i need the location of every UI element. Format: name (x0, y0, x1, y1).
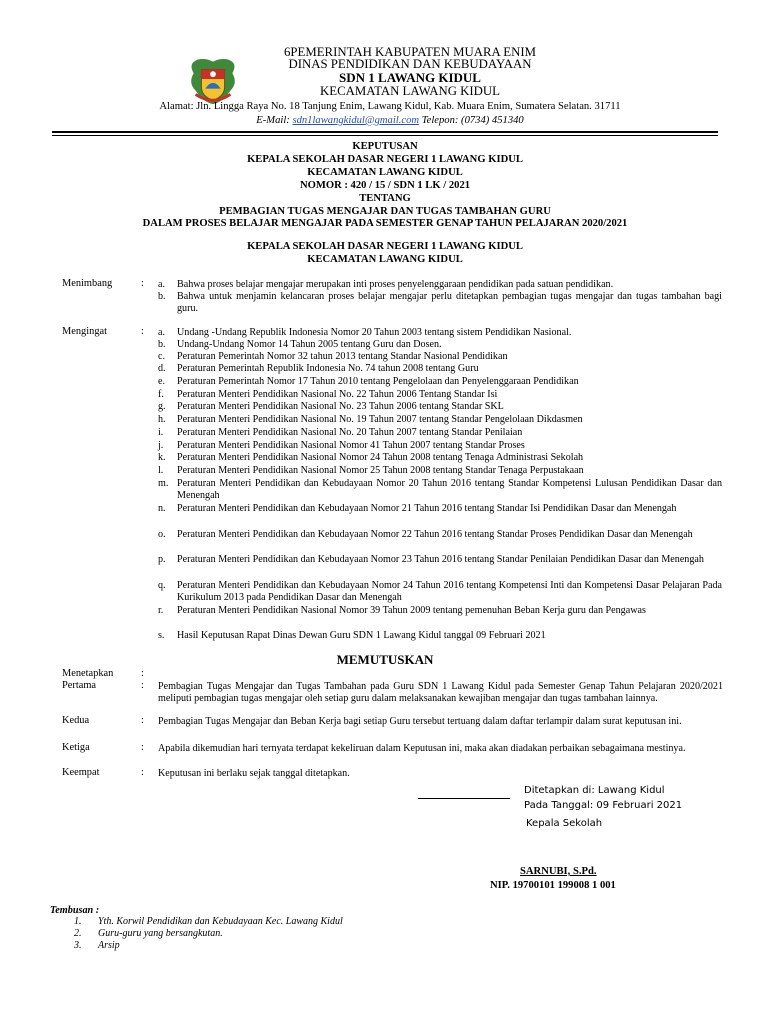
list-marker: c. (158, 351, 166, 362)
signatory-name: SARNUBI, S.Pd. (520, 866, 597, 877)
list-text: Peraturan Menteri Pendidikan Nasional No. 20 Tahun 2007 tentang Standar Penilaian (177, 427, 523, 438)
list-marker: e. (158, 376, 166, 387)
signature-place: Ditetapkan di: Lawang Kidul (524, 785, 665, 796)
menimbang-label: Menimbang (62, 278, 113, 289)
list-text: Peraturan Menteri Pendidikan dan Kebudayaan Nomor 21 Tahun 2016 tentang Standar Isi Pendidikan Dasar dan Menengah (177, 503, 677, 514)
list-text: Peraturan Menteri Pendidikan Nasional Nomor 24 Tahun 2008 tentang Tenaga Administrasi Sekolah (177, 452, 584, 463)
list-text: Peraturan Pemerintah Republik Indonesia No. 74 tahun 2008 tentang Guru (177, 363, 479, 374)
tembusan-item: 3. Arsip (74, 940, 120, 951)
list-marker: k. (158, 452, 166, 463)
decision-colon: : (141, 715, 144, 726)
memutuskan-heading: MEMUTUSKAN (336, 652, 434, 667)
list-text: Peraturan Menteri Pendidikan dan Kebudayaan Nomor 22 Tahun 2016 tentang Standar Proses Pendidikan Dasar dan Menengah (177, 529, 693, 540)
decision-colon: : (141, 668, 144, 679)
doc-subject-1: PEMBAGIAN TUGAS MENGAJAR DAN TUGAS TAMBAHAN GURU (219, 206, 551, 217)
signature-date: Pada Tanggal: 09 Februari 2021 (524, 800, 683, 811)
decision-text-pertama: Pembagian Tugas Mengajar dan Tugas Tambahan pada Guru SDN 1 Lawang Kidul pada Semester Genap Tahun Pelajaran 2020/2021 meliputi pembagian tugas mengajar oleh setiap guru dalam melaksanakan kewajiban mengajar dan tugas tambahan lainnya. (158, 681, 723, 704)
decision-colon: : (141, 680, 144, 691)
list-marker: s. (158, 630, 165, 641)
doc-authority-2: KECAMATAN LAWANG KIDUL (307, 254, 463, 265)
list-text: Peraturan Menteri Pendidikan Nasional No. 19 Tahun 2007 tentang Standar Pengelolaan Dikdasmen (177, 414, 583, 425)
doc-subject-2: DALAM PROSES BELAJAR MENGAJAR PADA SEMESTER GENAP TAHUN PELAJARAN 2020/2021 (142, 218, 628, 229)
email-link[interactable]: sdn1lawangkidul@gmail.com (292, 115, 420, 126)
doc-title: KEPUTUSAN (352, 141, 418, 152)
decision-text-keempat: Keputusan ini berlaku sejak tanggal ditetapkan. (158, 768, 350, 779)
header-line-government: 6PEMERINTAH KABUPATEN MUARA ENIM (284, 45, 536, 59)
list-text: Peraturan Menteri Pendidikan dan Kebudayaan Nomor 23 Tahun 2016 tentang Standar Penilaian Pendidikan Dasar dan Menengah (177, 554, 704, 565)
decision-colon: : (141, 767, 144, 778)
list-marker: a. (158, 327, 166, 338)
list-text: Undang -Undang Republik Indonesia Nomor 20 Tahun 2003 tentang sistem Pendidikan Nasional. (177, 327, 572, 338)
signature-rule (418, 798, 510, 799)
header-rule-thick (52, 131, 718, 133)
list-marker: p. (158, 554, 166, 565)
list-marker: l. (158, 465, 164, 476)
list-text: Undang-Undang Nomor 14 Tahun 2005 tentang Guru dan Dosen. (177, 339, 442, 350)
header-school-name: SDN 1 LAWANG KIDUL (339, 70, 481, 85)
list-text: Peraturan Menteri Pendidikan Nasional No. 23 Tahun 2006 tentang Standar SKL (177, 401, 504, 412)
decision-text-kedua: Pembagian Tugas Mengajar dan Beban Kerja bagi setiap Guru tersebut tertuang dalam daftar terlampir dalam surat keputusan ini. (158, 716, 682, 727)
doc-number: NOMOR : 420 / 15 / SDN 1 LK / 2021 (299, 180, 471, 191)
list-marker: h. (158, 414, 166, 425)
mengingat-label: Mengingat (62, 326, 108, 337)
list-text: Peraturan Menteri Pendidikan Nasional No. 22 Tahun 2006 Tentang Standar Isi (177, 389, 498, 400)
tembusan-item: 2. Guru-guru yang bersangkutan. (74, 928, 223, 939)
signatory-nip: NIP. 19700101 199008 1 001 (490, 880, 616, 891)
doc-title-about: TENTANG (359, 193, 411, 204)
list-marker: n. (158, 503, 166, 514)
list-marker: r. (158, 605, 164, 616)
phone-text: Telepon: (0734) 451340 (421, 115, 524, 126)
list-marker: q. (158, 580, 166, 591)
list-marker: g. (158, 401, 166, 412)
tembusan-label: Tembusan : (50, 905, 100, 916)
list-marker: f. (158, 389, 164, 400)
decision-label-keempat: Keempat (62, 767, 100, 778)
list-text: Hasil Keputusan Rapat Dinas Dewan Guru SDN 1 Lawang Kidul tanggal 09 Februari 2021 (177, 630, 546, 641)
list-text: Peraturan Menteri Pendidikan dan Kebudayaan Nomor 24 Tahun 2016 tentang Kompetensi Inti dan Kompetensi Dasar Pelajaran Pada Kurikulum 2013 pada Pendidikan Dasar dan Menengah (177, 580, 722, 603)
doc-authority-1: KEPALA SEKOLAH DASAR NEGERI 1 LAWANG KIDUL (247, 241, 523, 252)
menimbang-colon: : (141, 278, 144, 289)
list-marker: i. (158, 427, 164, 438)
list-text: Peraturan Menteri Pendidikan Nasional Nomor 39 Tahun 2009 tentang pemenuhan Beban Kerja guru dan Pengawas (177, 605, 646, 616)
list-marker: b. (158, 291, 166, 302)
mengingat-colon: : (141, 326, 144, 337)
list-marker: d. (158, 363, 166, 374)
decision-colon: : (141, 742, 144, 753)
signature-role: Kepala Sekolah (526, 818, 603, 829)
decision-label-kedua: Kedua (62, 715, 90, 726)
header-contact (90, 115, 690, 126)
list-text: Peraturan Menteri Pendidikan Nasional Nomor 41 Tahun 2007 tentang Standar Proses (177, 440, 525, 451)
header-rule-thin (52, 135, 718, 136)
list-marker: m. (158, 478, 169, 489)
list-marker: j. (158, 440, 164, 451)
list-text: Peraturan Pemerintah Nomor 17 Tahun 2010 tentang Pengelolaan dan Penyelenggaraan Pendidikan (177, 376, 579, 387)
decision-label-pertama: Pertama (62, 680, 97, 691)
list-text: Peraturan Pemerintah Nomor 32 tahun 2013 tentang Standar Nasional Pendidikan (177, 351, 508, 362)
decision-text-ketiga: Apabila dikemudian hari ternyata terdapat kekeliruan dalam Keputusan ini, maka akan diadakan perbaikan sebagaimana mestinya. (158, 743, 686, 754)
header-address: Alamat: Jln. Lingga Raya No. 18 Tanjung Enim, Lawang Kidul, Kab. Muara Enim, Sumatera Selatan. 31711 (159, 101, 621, 112)
list-text: Peraturan Menteri Pendidikan dan Kebudayaan Nomor 20 Tahun 2016 tentang Standar Kompetensi Lulusan Pendidikan Dasar dan Menengah (177, 478, 722, 501)
list-text: Peraturan Menteri Pendidikan Nasional Nomor 25 Tahun 2008 tentang Standar Tenaga Perpustakaan (177, 465, 584, 476)
header-district: KECAMATAN LAWANG KIDUL (320, 84, 500, 98)
list-text: Bahwa proses belajar mengajar merupakan inti proses penyelenggaraan pendidikan pada satuan pendidikan. (177, 279, 614, 290)
decision-label-menetapkan: Menetapkan (62, 668, 114, 679)
tembusan-item: 1. Yth. Korwil Pendidikan dan Kebudayaan Kec. Lawang Kidul (74, 916, 343, 927)
doc-title-district: KECAMATAN LAWANG KIDUL (307, 167, 463, 178)
list-text: Bahwa untuk menjamin kelancaran proses belajar mengajar perlu ditetapkan pembagian tugas mengajar dan tugas tambahan bagi guru. (177, 291, 722, 314)
doc-title-issuer: KEPALA SEKOLAH DASAR NEGERI 1 LAWANG KIDUL (247, 154, 523, 165)
decision-label-ketiga: Ketiga (62, 742, 90, 753)
list-marker: o. (158, 529, 166, 540)
list-marker: b. (158, 339, 166, 350)
list-marker: a. (158, 279, 166, 290)
email-label: E-Mail: (256, 115, 290, 126)
header-line-office: DINAS PENDIDIKAN DAN KEBUDAYAAN (288, 57, 532, 71)
